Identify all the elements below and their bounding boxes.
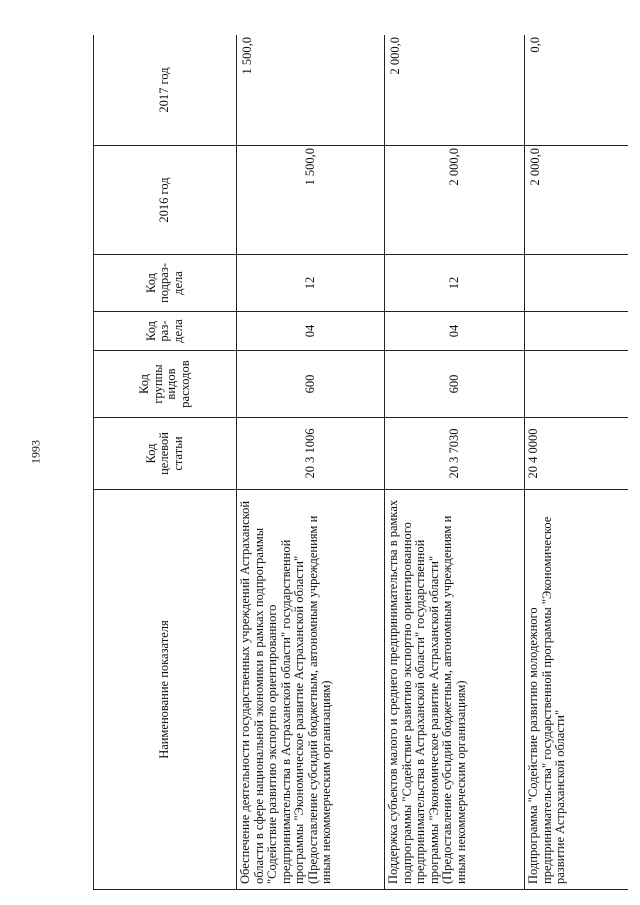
row-target-code: 20 4 0000 <box>525 418 629 490</box>
header-subsection-code: Код подраз-дела <box>94 255 237 312</box>
row-subsection-code: 12 <box>237 255 385 312</box>
row-value-2017: 0,0 <box>525 35 629 146</box>
row-target-code: 20 3 1006 <box>237 418 385 490</box>
row-name: Поддержка субъектов малого и среднего предпринимательства в рамках подпрограммы "Содействие развитию экспортно ориентированного предпринимательства в Астраханской области" государственной программы "Экономическое развитие Астраханской области" (Предоставление субсидий бюджетным, автономным учреждениям и иным некоммерческим организациям) <box>385 490 525 890</box>
row-value-2016: 2 000,0 <box>385 146 525 255</box>
table-row <box>385 35 525 890</box>
header-row <box>94 35 237 890</box>
header-year-2016: 2016 год <box>94 146 237 255</box>
row-name: Подпрограмма "Содействие развитию молодежного предпринимательства" государственной программы "Экономическое развитие Астраханской области" <box>525 490 629 890</box>
row-expense-group-code <box>525 351 629 418</box>
row-subsection-code <box>525 255 629 312</box>
row-name: Обеспечение деятельности государственных учреждений Астраханской области в сфере национальной экономики в рамках подпрограммы "Содействие развитию экспортно ориентированного предпринимательства в Астраханской области" государственной программы "Экономическое развитие Астраханской области" (Предоставление субсидий бюджетным, автономным учреждениям и иным некоммерческим организациям) <box>237 490 385 890</box>
page-number: 1993 <box>28 440 43 464</box>
header-expense-group-code: Код группы видов расходов <box>94 351 237 418</box>
row-section-code <box>525 312 629 351</box>
budget-table <box>93 35 628 890</box>
header-section-code: Код раз-дела <box>94 312 237 351</box>
row-value-2016: 2 000,0 <box>525 146 629 255</box>
row-subsection-code: 12 <box>385 255 525 312</box>
row-value-2017: 1 500,0 <box>237 35 385 146</box>
row-expense-group-code: 600 <box>237 351 385 418</box>
row-expense-group-code: 600 <box>385 351 525 418</box>
budget-table-wrapper <box>93 35 628 890</box>
table-row <box>525 35 629 890</box>
rotated-table-frame <box>93 35 628 890</box>
row-section-code: 04 <box>385 312 525 351</box>
row-value-2016: 1 500,0 <box>237 146 385 255</box>
row-target-code: 20 3 7030 <box>385 418 525 490</box>
header-year-2017: 2017 год <box>94 35 237 146</box>
row-value-2017: 2 000,0 <box>385 35 525 146</box>
row-section-code: 04 <box>237 312 385 351</box>
header-name: Наименование показателя <box>94 490 237 890</box>
table-row <box>237 35 385 890</box>
header-target-code: Код целевой статьи <box>94 418 237 490</box>
